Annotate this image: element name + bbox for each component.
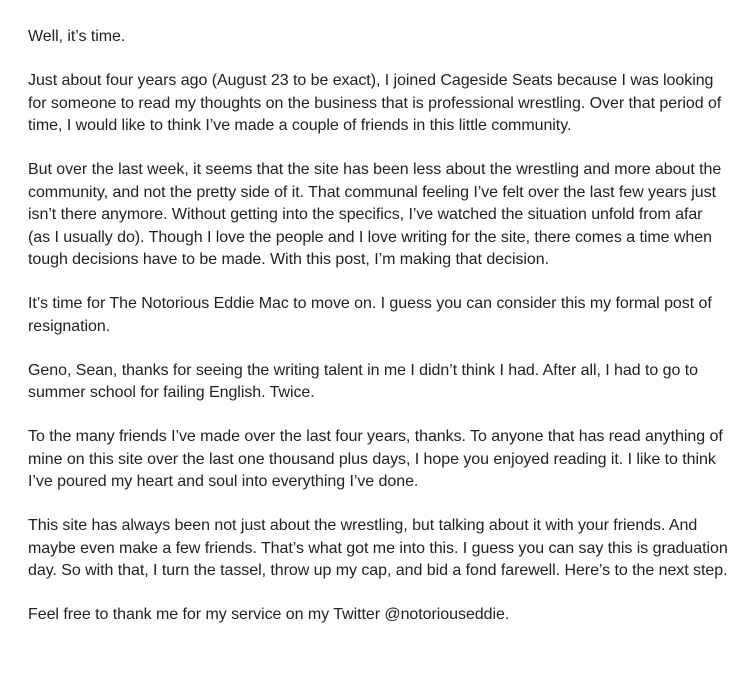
- paragraph-last-week: But over the last week, it seems that the site has been less about the wrestling and more about the community, and not the pretty side of it. That communal feeling I’ve felt over the last few years just isn’t there anymore. Without getting into the specifics, I’ve watched the situation unfold from afar (as I usually do). Though I love the people and I love writing for the site, there comes a time when tough decisions have to be made. With this post, I’m making that decision.: [28, 161, 722, 268]
- paragraph-twitter: Feel free to thank me for my service on my Twitter @notoriouseddie.: [28, 606, 510, 623]
- paragraph-resignation: It’s time for The Notorious Eddie Mac to move on. I guess you can consider this my formal post of resignation.: [28, 295, 712, 335]
- paragraph-farewell: This site has always been not just about the wrestling, but talking about it with your friends. And maybe even make a few friends. That’s what got me into this. I guess you can say this is graduation day. So with that, I turn the tassel, throw up my cap, and bid a fond farewell. Here’s to the next step.: [28, 517, 728, 579]
- paragraph-thanks-friends: To the many friends I’ve made over the last four years, thanks. To anyone that has read anything of mine on this site over the last one thousand plus days, I hope you enjoyed reading it. I like to think I’ve poured my heart and soul into everything I’ve done.: [28, 428, 723, 490]
- paragraph-joined-site: Just about four years ago (August 23 to be exact), I joined Cageside Seats because I was looking for someone to read my thoughts on the business that is professional wrestling. Over that period of time, I would like to think I’ve made a couple of friends in this little community.: [28, 72, 722, 134]
- paragraph-opening: Well, it’s time.: [28, 28, 126, 45]
- paragraph-thanks-editors: Geno, Sean, thanks for seeing the writing talent in me I didn’t think I had. After all, I had to go to summer school for failing English. Twice.: [28, 361, 698, 401]
